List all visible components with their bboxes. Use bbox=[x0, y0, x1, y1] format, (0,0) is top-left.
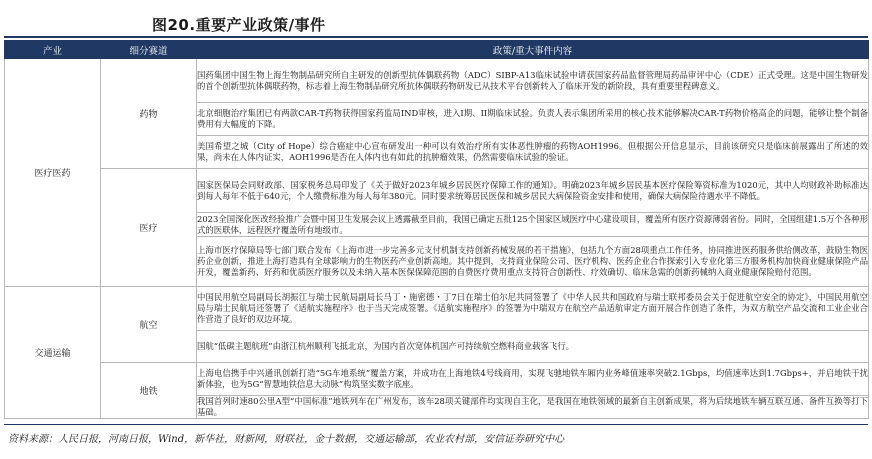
event-cell: 中国民用航空局副局长胡振江与瑞士民航局副局长马丁・施密德・丁7日在瑞士伯尔尼共同签署了《中华人民共和国政府与瑞士联邦委员会关于促进航空安全的协定》，中国民用航空局与瑞士民航局还签署了《适航实施程序》也于当天完成签署。《适航实施程序》的签署为中瑞双方在航空产品适航审定方面开展合作创造了条件，为双方航空产品交流和工业企业合作营造了良好的双边环境。 bbox=[197, 287, 869, 331]
track-cell: 医疗 bbox=[101, 169, 197, 287]
track-cell: 药物 bbox=[101, 59, 197, 169]
header-track: 细分赛道 bbox=[101, 41, 197, 59]
header-industry: 产业 bbox=[5, 41, 101, 59]
track-cell: 地铁 bbox=[101, 363, 197, 419]
table-row bbox=[5, 59, 869, 103]
table-header-row bbox=[5, 41, 869, 59]
industry-cell: 交通运输 bbox=[5, 287, 101, 419]
event-cell: 上海电信携手中兴通讯创新打造“5G车地系统”覆盖方案，并成功在上海地铁4号线商用，实现飞驰地铁车厢内业务峰值速率突破2.1Gbps，均值速率达到1.7Gbps+，并启地铁干扰新体验，也为5G“智慧地铁信息大动脉”构筑坚实数字底座。 bbox=[197, 363, 869, 396]
event-cell: 国药集团中国生物上海生物制品研究所自主研发的创新型抗体偶联药物（ADC）SIBP-A13临床试验申请获国家药品监督管理局药品审评中心（CDE）正式受理。这是中国生物研发的首个创新型抗体偶联药物，标志着上海生物制品研究所抗体偶联药物研发已从技术平台创新转入了临床开发的新阶段，具有重要里程碑意义。 bbox=[197, 59, 869, 103]
event-cell: 2023全国深化医改经验推广会暨中国卫生发展会议上透露截至目前，我国已确定五批125个国家区域医疗中心建设项目，覆盖所有医疗资源薄弱省份。同时，全国组建1.5万个各种形式的医联体，远程医疗覆盖所有地级市。 bbox=[197, 213, 868, 235]
industry-cell: 医疗医药 bbox=[5, 59, 101, 287]
table-row bbox=[5, 169, 869, 213]
header-content: 政策/重大事件内容 bbox=[197, 41, 869, 59]
event-cell: 我国首列时速80公里A型“中国标准”地铁列车在广州发布，该车28项关键部件均实现自主化，是我国在地铁领域的最新自主创新成果，将为后续地铁车辆互联互通、备件互换等打下基础。 bbox=[197, 396, 868, 417]
policy-table bbox=[4, 40, 869, 419]
event-cell: 国家医保局会同财政部、国家税务总局印发了《关于做好2023年城乡居民医疗保障工作的通知》。明确2023年城乡居民基本医疗保险筹资标准为1020元，其中人均财政补助标准达到每人每年不低于640元，个人缴费标准为每人每年380元。同时要求统筹居民医保和城乡居民大病保险资金安排和使用，确保大病保险待遇水平不降低。 bbox=[197, 169, 869, 213]
event-cell: 美国希望之城（City of Hope）综合癌症中心宣布研发出一种可以有效治疗所有实体恶性肿瘤的药物AOH1996。但根据公开信息显示，目前该研究只是临床前展露出了所述的效果，尚未在人体内证实，AOH1996是否在人体内也有如此的抗肿瘤效果，仍然需要临床试验的验证。 bbox=[197, 136, 869, 169]
event-cell: 上海市医疗保障局等七部门联合发布《上海市进一步完善多元支付机制支持创新药械发展的若干措施》，包括九个方面28项重点工作任务，协同推进医药服务供给侧改革，鼓励生物医药企业创新，推进上海打造具有全球影响力的生物医药产业创新高地。其中提到，支持商业保险公司、医疗机构、医药企业合作探索引入专业化第三方服务机构加快商业健康保险产品开发，覆盖新药、好药和优质医疗服务以及未纳入基本医保保障范围的自费医疗费用重点支持符合创新性、疗效确切、临床急需的创新药械纳入商业健康保险赔付范围。 bbox=[197, 237, 869, 287]
table-bottom-rule bbox=[4, 424, 868, 425]
title-rule bbox=[4, 36, 868, 38]
table-row bbox=[5, 363, 869, 396]
table-row bbox=[5, 287, 869, 331]
source-note: 资料来源：人民日报，河南日报，Wind，新华社，财新网，财联社，金十数据，交通运输部，农业农村部，安信证券研究中心 bbox=[8, 434, 565, 445]
figure-title: 图20.重要产业政策/事件 bbox=[152, 16, 326, 34]
track-cell: 航空 bbox=[101, 287, 197, 363]
event-cell: 北京细胞治疗集团已有两款CAR-T药物获得国家药监局IND审核，进入I期、II期临床试验。负责人表示集团所采用的核心技术能够解决CAR-T药物价格高企的问题，能够让整个制备费用有大幅度的下降。 bbox=[197, 103, 869, 136]
event-cell: 国航“低碳主题航班”由浙江杭州顺利飞抵北京，为国内首次宽体机国产可持续航空燃料商业载客飞行。 bbox=[197, 331, 869, 363]
